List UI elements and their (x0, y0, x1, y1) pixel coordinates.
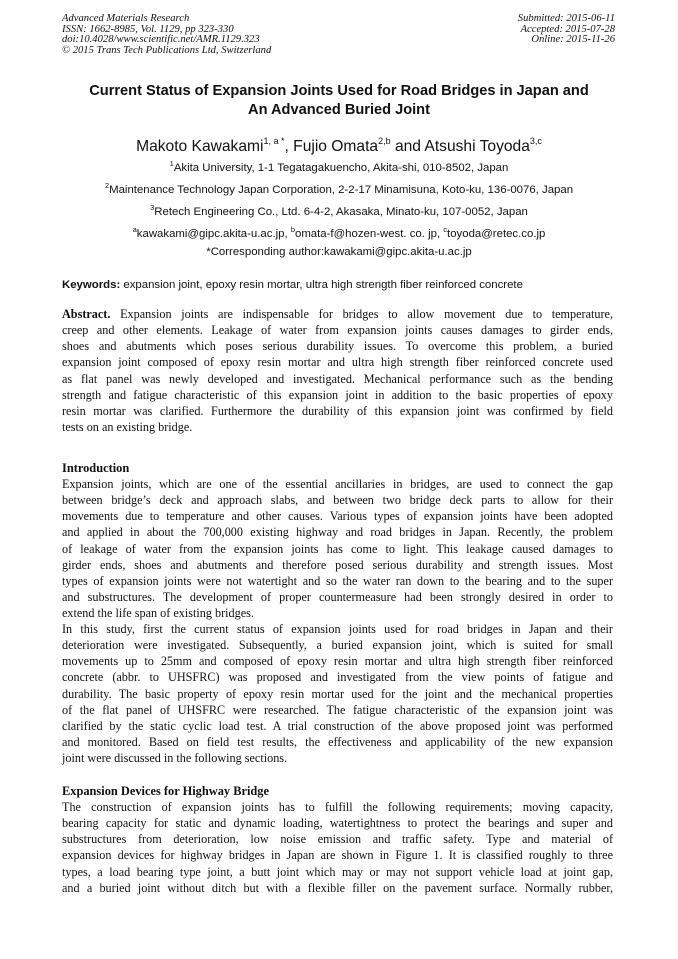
author-3-marker: 3,c (529, 136, 542, 146)
keywords-text: expansion joint, epoxy resin mortar, ultra high strength fiber reinforced concrete (120, 279, 523, 291)
section-paragraph: The construction of expansion joints has to fulfill the following requirements; moving capacity, bearing capacity for static and dynamic loading, watertightness to protect the bearings and super and substructures from deterioration, low noise emission and traffic safety. Type and material of expansion devices for highway bridges in Japan are shown in Figure 1. It is classified roughly to three types, a load bearing type joint, a butt joint which may or may not support vehicle load at joint gap, and a buried joint without ditch but with a flexible filler on the pavement surface. Normally rubber, (62, 800, 613, 895)
author-emails: $^a$kawakami@gipc.akita-u.ac.jp, $^b$omata-f@hozen-west. co. jp, $^c$toyoda@retec.co.jp (132, 225, 546, 240)
introduction-heading: Introduction (62, 461, 130, 475)
journal-name: Advanced Materials Research (62, 13, 190, 24)
title-line-1: Current Status of Expansion Joints Used for Road Bridges in Japan and (89, 83, 589, 99)
title-line-2: An Advanced Buried Joint (248, 102, 430, 118)
publication-dates (518, 14, 615, 46)
abstract-line: resin mortar was clarified. Furthermore the durability of this expansion joint was confirmed by field (62, 403, 613, 418)
introduction-paragraph-2: In this study, first the current status of expansion joints used for road bridges in Japan and their deterioration were investigated. Subsequently, a buried expansion joint, which is suited for small movements up to 25mm and composed of epoxy resin mortar and ultra high strength fiber reinforced concrete (abbr. to UHSFRC) was proposed and investigated from the view points of fatigue and durability. The basic property of epoxy resin mortar used for the joint and the mechanical properties of the flat panel of UHSFRC were researched. The fatigue characteristic of the expansion joint was clarified by the static cyclic load test. A trial construction of the above proposed joint was performed and monitored. Based on field test results, the effectiveness and applicability of the new expansion joint were discussed in the following sections. (62, 622, 613, 766)
copyright: © 2015 Trans Tech Publications Ltd, Switzerland (62, 44, 272, 56)
introduction-paragraph-1: Expansion joints, which are one of the essential ancillaries in bridges, are used to connect the gap between bridge’s deck and approach slabs, and between two bridge deck parts to allow for their movements due to temperature and other causes. Various types of expansion joints have been adopted and applied in about the 700,000 existing highway and road bridges in Japan. Recently, the problem of leakage of water from the expansion joints has come to light. This leakage caused damages to girder ends, shoes and abutments and therefore posed serious durability and strength issues. Most types of expansion joints were not watertight and so the water ran down to the bearing and to the super and substructures. The development of proper countermeasure had been strongly desired in order to extend the life span of existing bridges. (62, 477, 613, 621)
online-date: Online: 2015-11-26 (531, 34, 615, 46)
abstract-line: strength and fatigue characteristic of this expansion joint in addition to the basic properties of epoxy (62, 387, 613, 402)
keywords (62, 278, 622, 292)
doi: doi:10.4028/www.scientific.net/AMR.1129.323 (62, 34, 260, 46)
author-2: , Fujio Omata (284, 138, 379, 155)
abstract-label: Abstract. (62, 307, 111, 321)
abstract-line: tests on an existing bridge. (62, 419, 193, 434)
author-1: Makoto Kawakami (136, 138, 264, 155)
author-3: and Atsushi Toyoda (390, 138, 530, 155)
keywords-label: Keywords: (62, 279, 121, 291)
corresponding-author: *Corresponding author:kawakami@gipc.akita-u.ac.jp (206, 246, 472, 258)
abstract-line: expansion joint composed of epoxy resin mortar and ultra high strength fiber reinforced concrete used (62, 355, 613, 370)
accepted-date: Accepted: 2015-07-28 (520, 23, 615, 35)
affiliation-2: $^2$Maintenance Technology Japan Corporation, 2-2-17 Minamisuna, Koto-ku, 136-0076, Japan (104, 181, 574, 196)
submitted-date: Submitted: 2015-06-11 (517, 13, 615, 24)
paper-title (55, 82, 623, 120)
author-1-marker: 1, a * (263, 136, 285, 146)
abstract-line: creep and other elements. Leakage of water from expansion joints causes damages to girder ends, (62, 323, 613, 338)
author-2-marker: 2,b (378, 136, 391, 146)
author-list (0, 130, 678, 158)
issn: ISSN: 1662-8985, Vol. 1129, pp 323-330 (62, 23, 234, 35)
affiliation-3: $^3$Retech Engineering Co., Ltd. 6-4-2, Akasaka, Minato-ku, 107-0052, Japan (150, 203, 528, 218)
affiliation-1: $^1$Akita University, 1-1 Tegatagakuencho, Akita-shi, 010-8502, Japan (169, 159, 509, 174)
abstract-line: Abstract. Expansion joints are indispensable for bridges to allow movement due to temperature, (62, 307, 613, 321)
section-heading-expansion-devices: Expansion Devices for Highway Bridge (62, 784, 269, 798)
abstract-line: shoes and abutments which poses serious durability issues. To overcome this problem, a buried (62, 339, 613, 354)
journal-info (62, 14, 271, 56)
abstract (62, 306, 613, 435)
abstract-line: as flat panel was newly developed and investigated. Mechanical performance such as the bending (62, 371, 613, 386)
